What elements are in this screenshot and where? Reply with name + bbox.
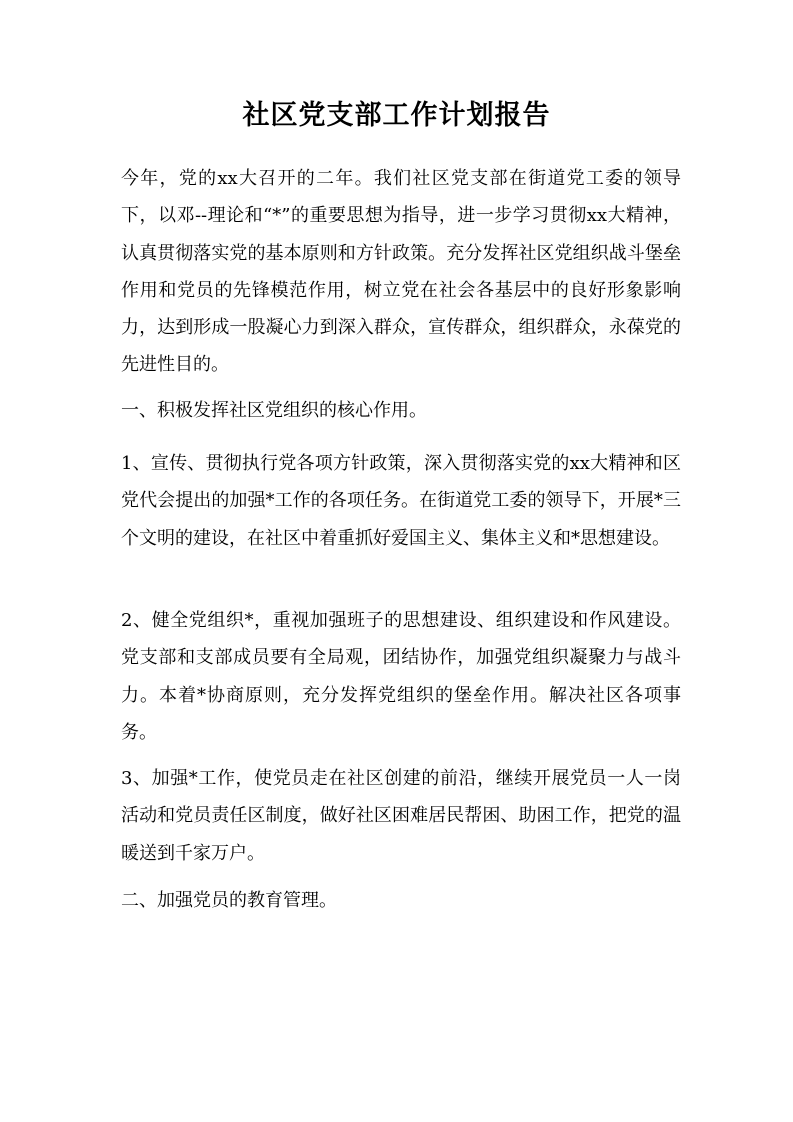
section-heading-2: 二、加强党员的教育管理。 bbox=[121, 890, 337, 911]
document-title: 社区党支部工作计划报告 bbox=[242, 100, 551, 131]
item-paragraph-2: 2、健全党组织*，重视加强班子的思想建设、组织建设和作风建设。党支部和支部成员要有全局观，团结协作，加强党组织凝聚力与战斗力。本着*协商原则，充分发挥党组织的堡垒作用。解决社区各项事务。 bbox=[121, 610, 681, 743]
item-paragraph-1: 1、宣传、贯彻执行党各项方针政策，深入贯彻落实党的xx大精神和区党代会提出的加强*工作的各项任务。在街道党工委的领导下，开展*三个文明的建设，在社区中着重抓好爱国主义、集体主义和*思想建设。 bbox=[121, 453, 681, 549]
intro-paragraph: 今年，党的xx大召开的二年。我们社区党支部在街道党工委的领导下，以邓--理论和“*”的重要思想为指导，进一步学习贯彻xx大精神，认真贯彻落实党的基本原则和方针政策。充分发挥社区党组织战斗堡垒作用和党员的先锋模范作用，树立党在社会各基层中的良好形象影响力，达到形成一股凝心力到深入群众，宣传群众，组织群众，永葆党的先进性目的。 bbox=[121, 168, 681, 376]
section-heading-1: 一、积极发挥社区党组织的核心作用。 bbox=[121, 400, 427, 421]
item-paragraph-3: 3、加强*工作，使党员走在社区创建的前沿，继续开展党员一人一岗活动和党员责任区制度，做好社区困难居民帮困、助困工作，把党的温暖送到千家万户。 bbox=[121, 768, 681, 864]
